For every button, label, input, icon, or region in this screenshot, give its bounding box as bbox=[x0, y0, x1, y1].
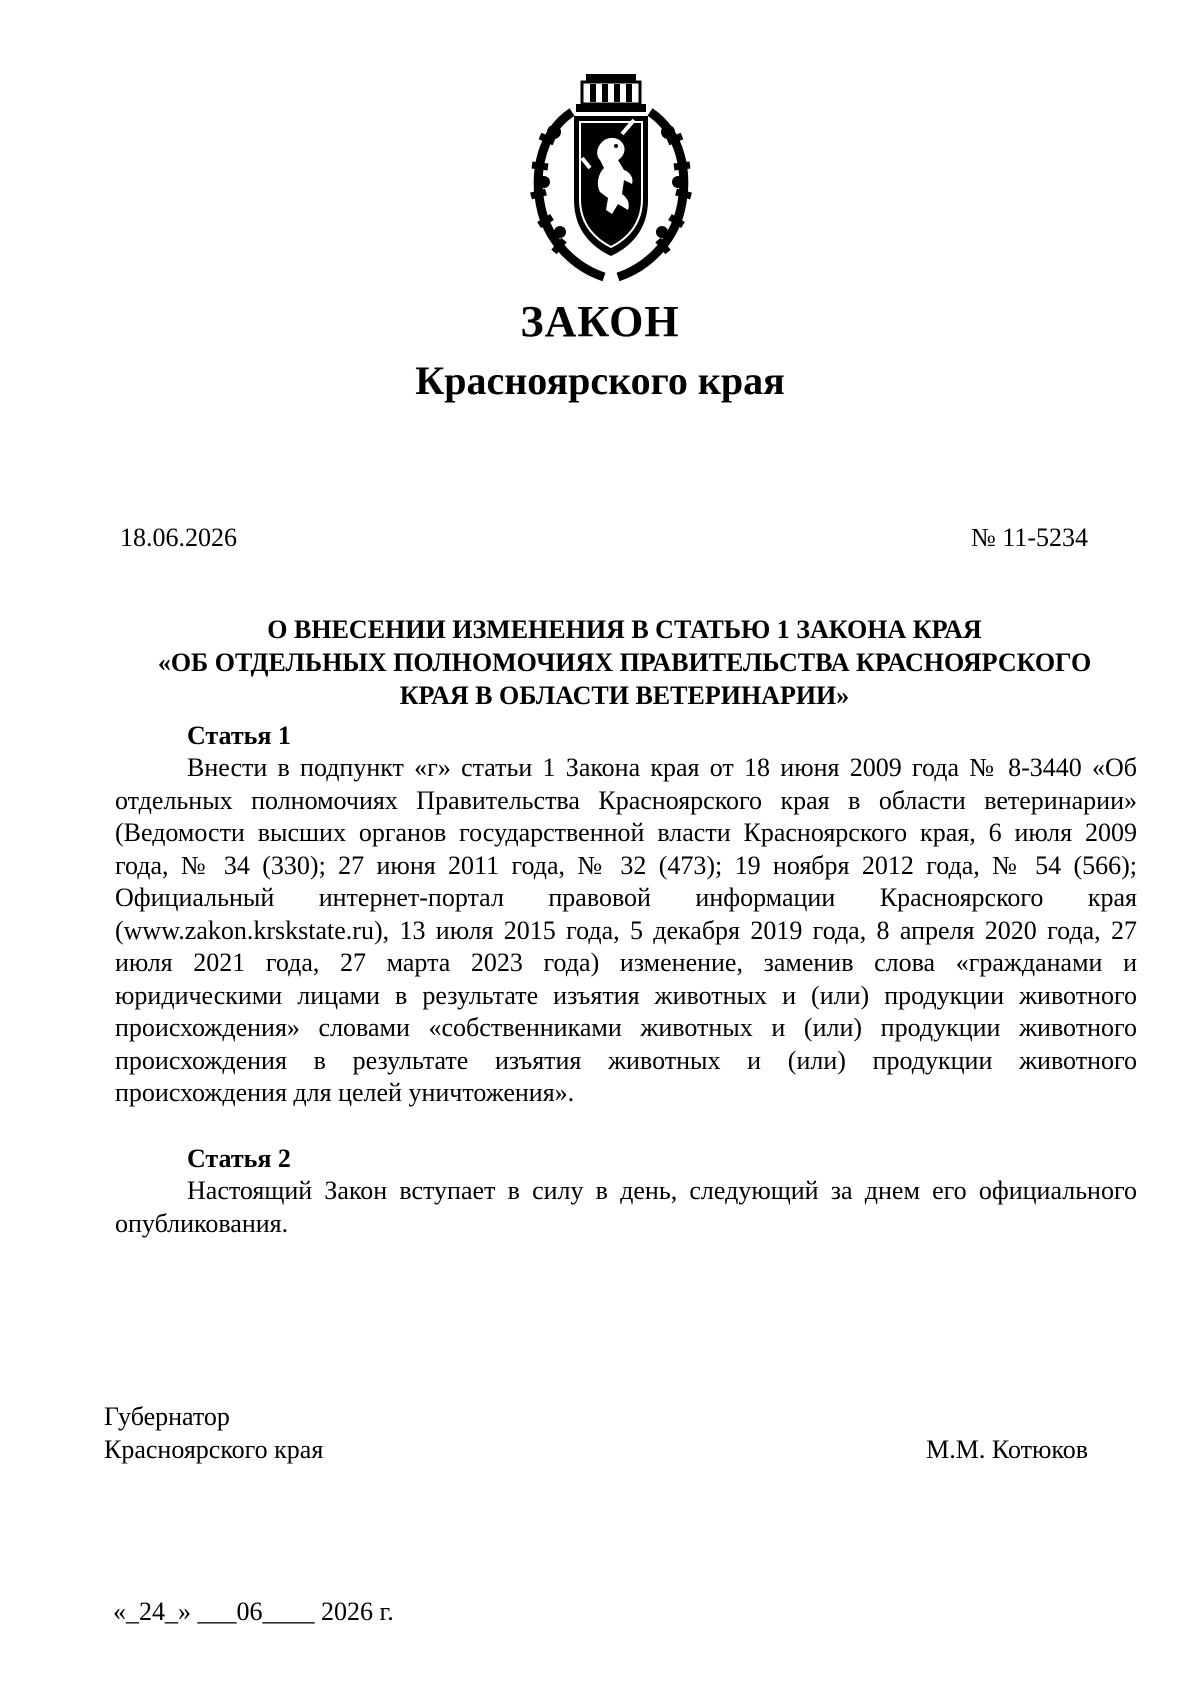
law-title bbox=[112, 613, 1137, 712]
article-1-title: Статья 1 bbox=[187, 721, 291, 750]
law-title-line: «ОБ ОТДЕЛЬНЫХ ПОЛНОМОЧИЯХ ПРАВИТЕЛЬСТВА КРАСНОЯРСКОГО bbox=[157, 648, 1092, 677]
law-title-line: О ВНЕСЕНИИ ИЗМЕНЕНИЯ В СТАТЬЮ 1 ЗАКОНА КРАЯ bbox=[267, 615, 982, 644]
document-number: № 11-5234 bbox=[971, 523, 1088, 552]
signing-date: «_24_» ___06____ 2026 г. bbox=[113, 1597, 394, 1626]
document-type-title: ЗАКОН bbox=[520, 297, 680, 346]
signer-position-line: Губернатор bbox=[104, 1402, 230, 1431]
coat-of-arms-icon bbox=[524, 72, 698, 282]
signer-name: М.М. Котюков bbox=[926, 1435, 1088, 1464]
document-date: 18.06.2026 bbox=[120, 523, 237, 552]
law-title-line: КРАЯ В ОБЛАСТИ ВЕТЕРИНАРИИ» bbox=[399, 681, 850, 710]
article-2-text: Настоящий Закон вступает в силу в день, следующий за днем его официального опубликования. bbox=[115, 1176, 1137, 1238]
region-subtitle: Красноярского края bbox=[415, 358, 785, 403]
signer-position-line: Красноярского края bbox=[104, 1435, 324, 1464]
article-1-text: Внести в подпункт «г» статьи 1 Закона края от 18 июня 2009 года № 8-3440 «Об отдельных полномочиях Правительства Красноярского края в области ветеринарии» (Ведомости высших органов государственной власти Красноярского края, 6 июля 2009 года, № 34 (330); 27 июня 2011 года, № 32 (473); 19 ноября 2012 года, № 54 (566); Официальный интернет-портал правовой информации Красноярского края (www.zakon.krskstate.ru), 13 июля 2015 года, 5 декабря 2019 года, 8 апреля 2020 года, 27 июля 2021 года, 27 марта 2023 года) изменение, заменив слова «гражданами и юридическими лицами в результате изъятия животных и (или) продукции животного происхождения» словами «собственниками животных и (или) продукции животного происхождения в результате изъятия животных и (или) продукции животного происхождения для целей уничтожения». bbox=[115, 753, 1137, 1107]
article-2-title: Статья 2 bbox=[187, 1144, 291, 1173]
signer-position bbox=[104, 1400, 323, 1466]
